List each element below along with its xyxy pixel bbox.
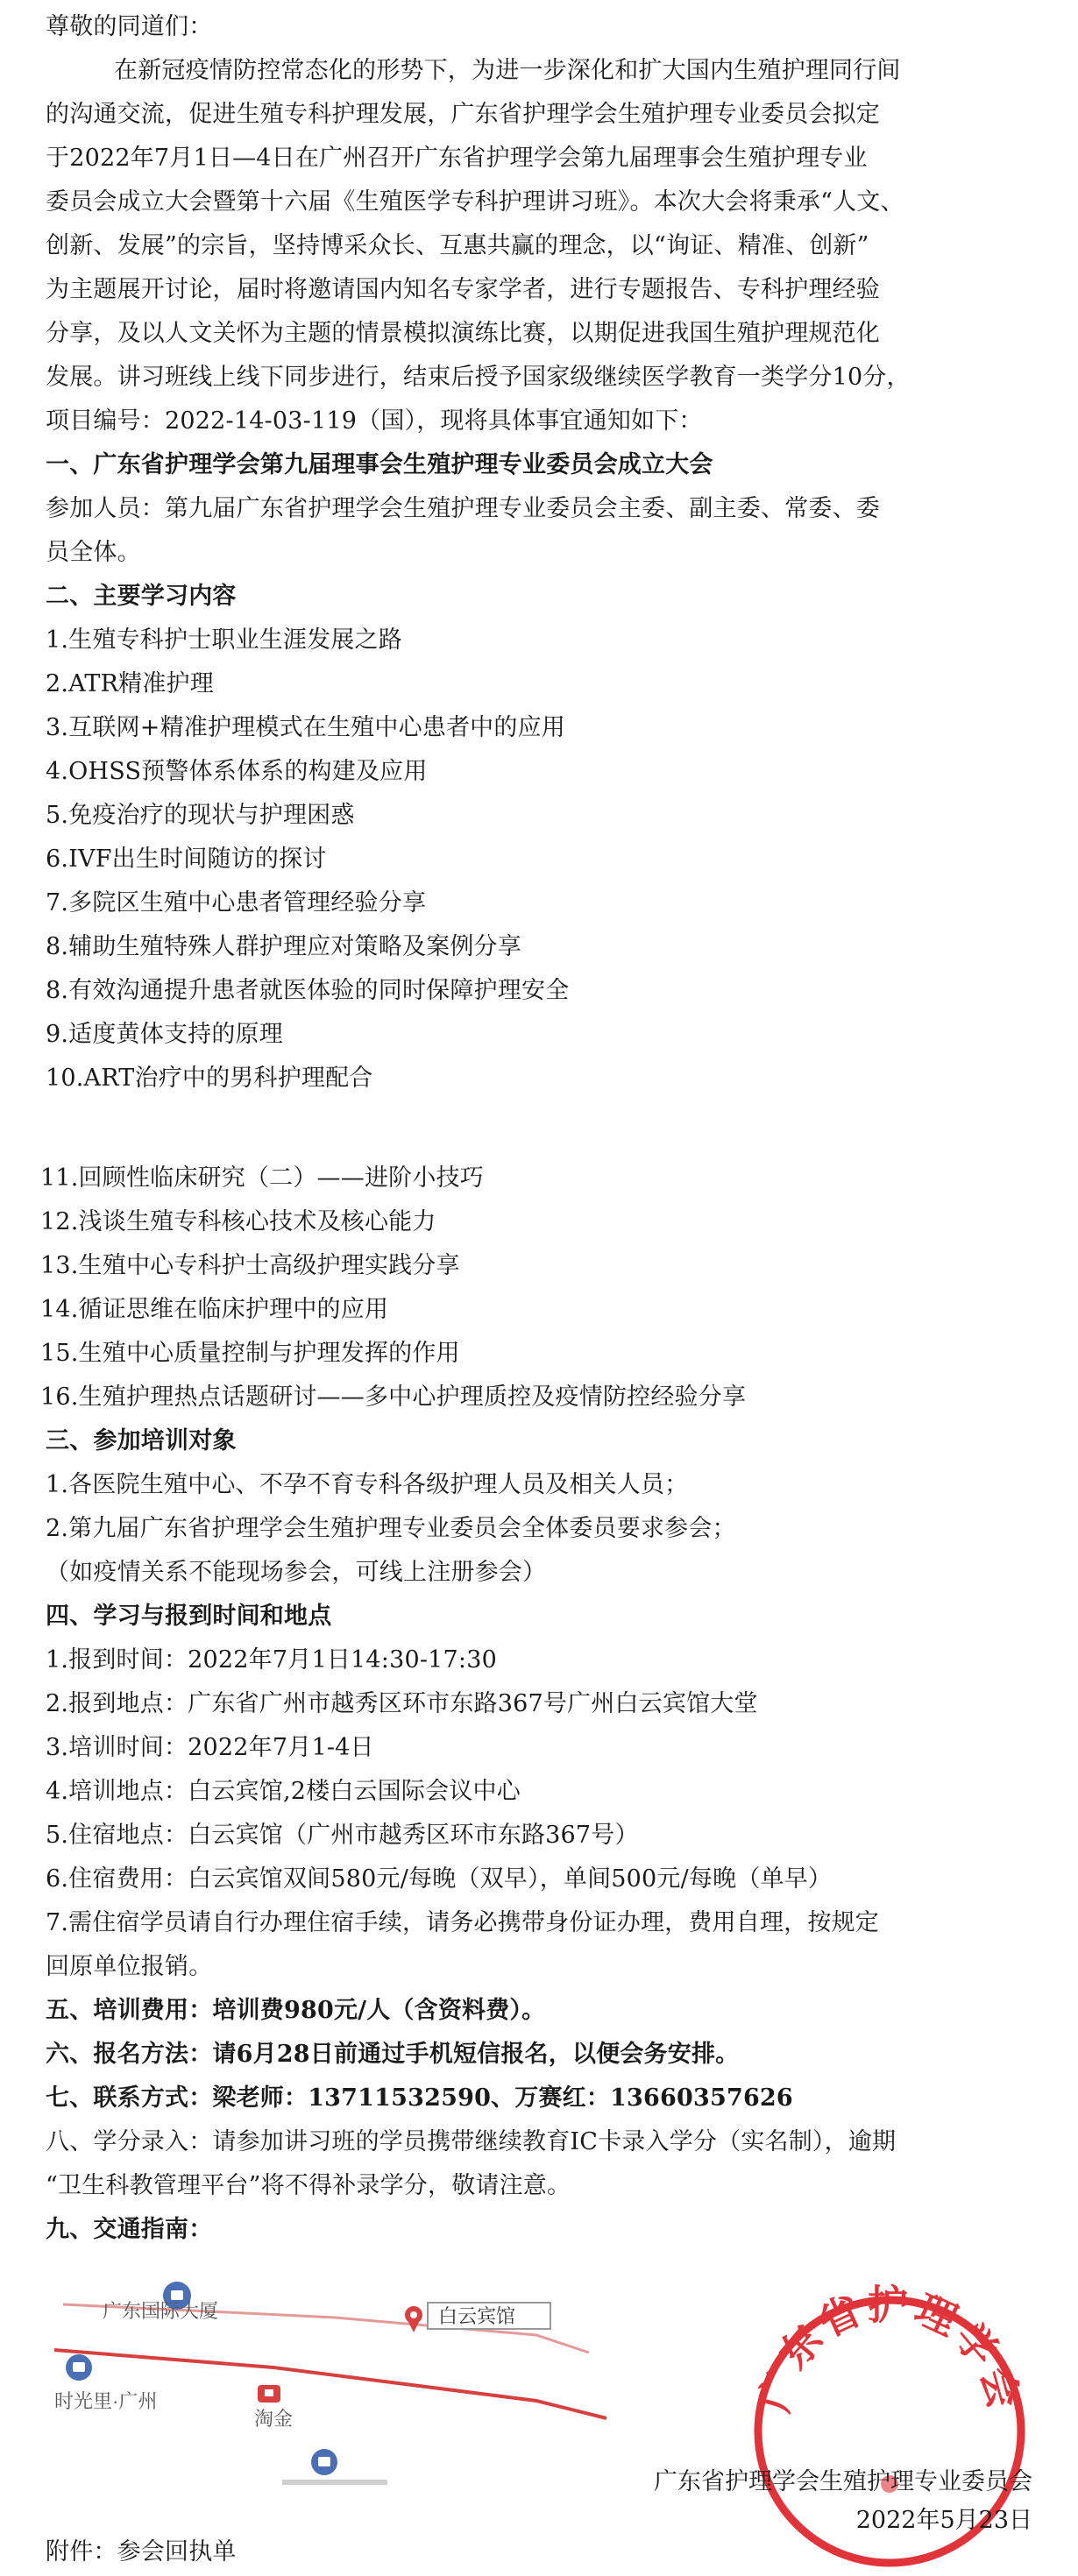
section-8-credits: “卫生科教管理平台”将不得补录学分，敬请注意。 <box>46 2172 571 2199</box>
section-4-title: 四、学习与报到时间和地点 <box>46 1603 332 1630</box>
metro-icon <box>258 2385 280 2403</box>
list-item: 7.需住宿学员请自行办理住宿手续，请务必携带身份证办理，费用自理，按规定 <box>46 1909 879 1936</box>
section-1-body: 员全体。 <box>46 539 141 566</box>
section-6-registration: 六、报名方法：请6月28日前通过手机短信报名，以便会务安排。 <box>46 2041 740 2068</box>
section-1-body: 参加人员：第九届广东省护理学会生殖护理专业委员会主委、副主委、常委、委 <box>46 495 880 522</box>
pin-icon <box>311 2449 337 2475</box>
list-item: 10.ART治疗中的男科护理配合 <box>46 1065 373 1092</box>
list-item: 4.OHSS预警体系体系的构建及应用 <box>46 758 428 785</box>
list-item: 2.第九届广东省护理学会生殖护理专业委员会全体委员要求参会； <box>46 1515 736 1542</box>
greeting: 尊敬的同道们： <box>46 13 213 40</box>
section-8-credits: 八、学分录入：请参加讲习班的学员携带继续教育IC卡录入学分（实名制），逾期 <box>46 2128 897 2155</box>
traffic-map <box>46 2269 677 2488</box>
list-item: 16.生殖护理热点话题研讨——多中心护理质控及疫情防控经验分享 <box>40 1384 747 1411</box>
list-item: 3.培训时间：2022年7月1-4日 <box>46 1734 374 1761</box>
list-item: 13.生殖中心专科护士高级护理实践分享 <box>40 1252 460 1279</box>
attachment-note: 附件：参会回执单 <box>46 2538 237 2565</box>
pin-icon <box>405 2306 422 2332</box>
list-item: 15.生殖中心质量控制与护理发挥的作用 <box>40 1340 460 1367</box>
list-item: 1.生殖专科护士职业生涯发展之路 <box>46 626 402 654</box>
intro-line: 项目编号：2022-14-03-119（国），现将具体事宜通知如下： <box>46 407 703 435</box>
list-item: 8.有效沟通提升患者就医体验的同时保障护理安全 <box>46 977 570 1004</box>
list-item: 4.培训地点：白云宾馆,2楼白云国际会议中心 <box>46 1778 521 1805</box>
intro-line: 于2022年7月1日—4日在广州召开广东省护理学会第九届理事会生殖护理专业 <box>46 145 868 172</box>
list-item: 8.辅助生殖特殊人群护理应对策略及案例分享 <box>46 933 521 960</box>
list-item: 2.报到地点：广东省广州市越秀区环市东路367号广州白云宾馆大堂 <box>46 1690 758 1717</box>
map-label-taojin: 淘金 <box>254 2408 294 2430</box>
intro-line: 委员会成立大会暨第十六届《生殖医学专科护理讲习班》。本次大会将秉承“人文、 <box>46 188 904 216</box>
list-item: 5.免疫治疗的现状与护理困惑 <box>46 802 355 829</box>
intro-line: 为主题展开讨论，届时将邀请国内知名专家学者，进行专题报告、专科护理经验 <box>46 276 880 303</box>
list-item: 2.ATR精准护理 <box>46 670 214 697</box>
list-item: 11.回顾性临床研究（二）——进阶小技巧 <box>40 1164 484 1192</box>
list-item: （如疫情关系不能现场参会，可线上注册参会） <box>46 1559 547 1586</box>
list-item: 1.各医院生殖中心、不孕不育专科各级护理人员及相关人员； <box>46 1471 689 1498</box>
signature-org: 广东省护理学会生殖护理专业委员会 <box>654 2468 1032 2495</box>
intro-line: 发展。讲习班线上线下同步进行，结束后授予国家级继续医学教育一类学分10分， <box>46 364 911 391</box>
list-item: 回原单位报销。 <box>46 1953 213 1980</box>
section-9-title: 九、交通指南： <box>46 2216 213 2243</box>
section-5-fee: 五、培训费用：培训费980元/人（含资料费）。 <box>46 1997 546 2024</box>
list-item: 6.IVF出生时间随访的探讨 <box>46 846 327 873</box>
section-1-title: 一、广东省护理学会第九届理事会生殖护理专业委员会成立大会 <box>46 451 713 478</box>
map-label-shixing: 时光里·广州 <box>54 2390 158 2412</box>
intro-line: 分享，及以人文关怀为主题的情景模拟演练比赛，以期促进我国生殖护理规范化 <box>46 320 880 347</box>
list-item: 12.浅谈生殖专科核心技术及核心能力 <box>40 1208 436 1235</box>
section-3-title: 三、参加培训对象 <box>46 1427 237 1454</box>
list-item: 7.多院区生殖中心患者管理经验分享 <box>46 889 427 916</box>
intro-line: 在新冠疫情防控常态化的形势下，为进一步深化和扩大国内生殖护理同行间 <box>114 57 901 84</box>
list-item: 3.互联网+精准护理模式在生殖中心患者中的应用 <box>46 714 565 741</box>
pin-icon <box>66 2354 92 2381</box>
intro-line: 创新、发展”的宗旨，坚持博采众长、互惠共赢的理念，以“询证、精准、创新” <box>46 232 869 259</box>
list-item: 1.报到时间：2022年7月1日14:30-17:30 <box>46 1646 497 1674</box>
svg-text:广东省护理学会 <box>750 2282 1029 2417</box>
list-item: 14.循证思维在临床护理中的应用 <box>40 1296 389 1323</box>
list-item: 5.住宿地点：白云宾馆（广州市越秀区环市东路367号） <box>46 1822 639 1849</box>
intro-line: 的沟通交流，促进生殖专科护理发展，广东省护理学会生殖护理专业委员会拟定 <box>46 101 880 128</box>
seal-text: 广东省护理学会 <box>749 2282 1030 2417</box>
list-item: 6.住宿费用：白云宾馆双间580元/每晚（双早），单间500元/每晚（单早） <box>46 1865 833 1893</box>
list-item: 9.适度黄体支持的原理 <box>46 1021 283 1048</box>
signature-date: 2022年5月23日 <box>855 2507 1032 2534</box>
section-7-contact: 七、联系方式：梁老师：13711532590、万赛红：13660357626 <box>46 2084 793 2112</box>
map-label-hotel: 白云宾馆 <box>438 2305 516 2327</box>
map-label-intl: 广东国际大厦 <box>103 2300 219 2322</box>
section-2-title: 二、主要学习内容 <box>46 583 237 610</box>
